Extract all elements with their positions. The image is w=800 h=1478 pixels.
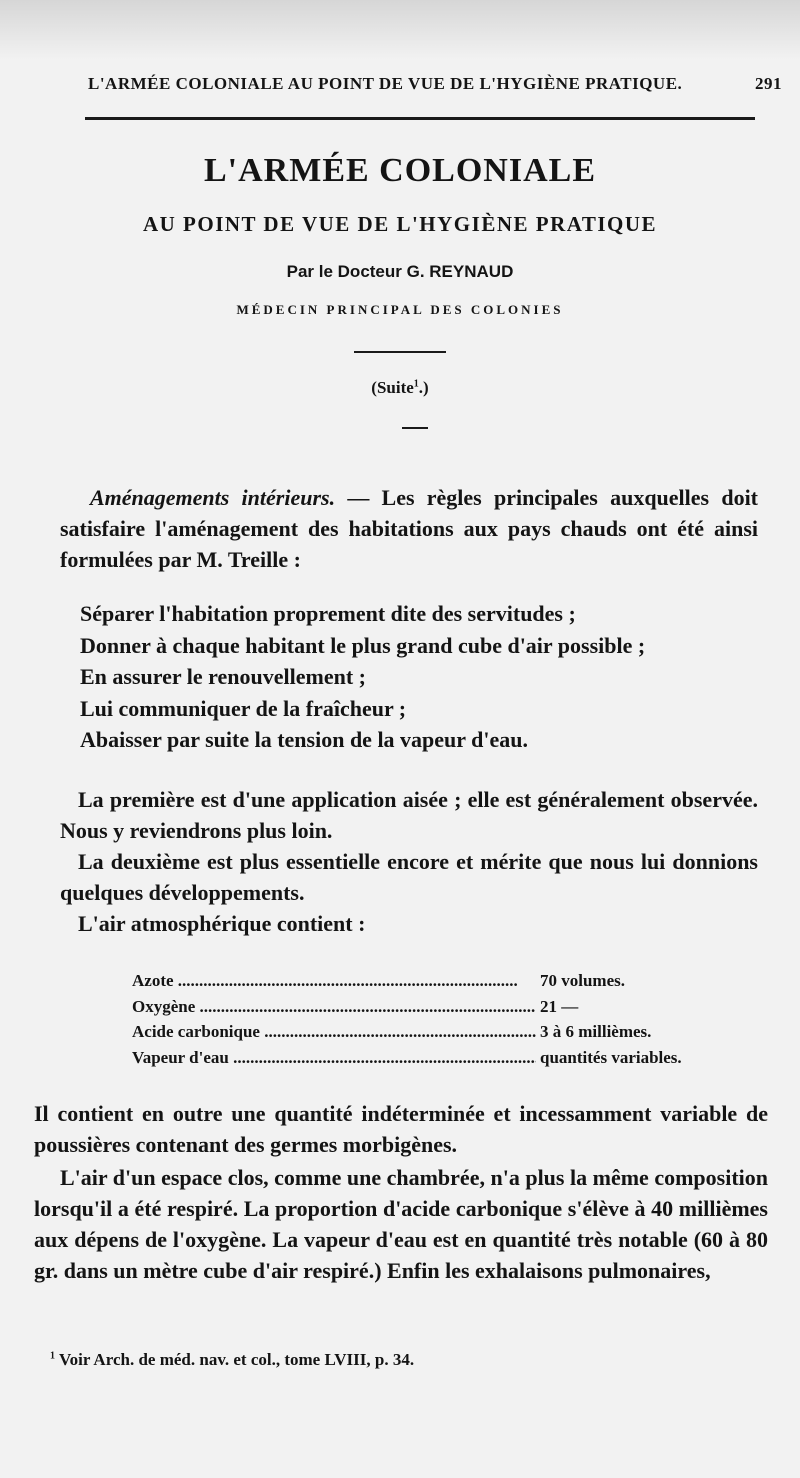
section-lead: Aménagements intérieurs.: [90, 485, 336, 510]
rules-list: [80, 598, 760, 756]
list-item: Donner à chaque habitant le plus grand cube d'air possible ;: [80, 632, 646, 658]
suite-footnote-mark: 1: [413, 378, 419, 390]
list-item: Lui communiquer de la fraîcheur ;: [80, 695, 407, 721]
list-item: En assurer le renouvellement ;: [80, 664, 366, 689]
suite-note: [0, 378, 800, 398]
paragraph-poussieres: Il contient en outre une quantité indéterminée et incessamment variable de poussières contenant des germes morbigènes.: [34, 1101, 768, 1157]
header-rule: [85, 117, 755, 120]
page-top-shadow: [0, 0, 800, 60]
paragraph-espace-clos: L'air d'un espace clos, comme une chambrée, n'a plus la même composition lorsqu'il a été respiré. La proportion d'acide carbonique s'élève à 40 millièmes aux dépens de l'oxygène. La vapeur d'eau est en quantité très notable (60 à 80 gr. dans un mètre cube d'air respiré.) Enfin les exhalaisons pulmonaires,: [34, 1165, 768, 1283]
paragraph-text: — Les règles principales auxquelles doit satisfaire l'aménagement des habitations aux pays chauds ont été ainsi formulées par M. Treille :: [60, 485, 759, 572]
component-value: 21 —: [540, 996, 579, 1016]
table-row: [132, 1045, 732, 1071]
component-name: Vapeur d'eau .....: [132, 1045, 536, 1071]
paragraph-deuxieme: La deuxième est plus essentielle encore et mérite que nous lui donnions quelques développements.: [60, 849, 758, 905]
table-row: [132, 994, 732, 1020]
byline: Par le Docteur G. REYNAUD: [286, 262, 514, 281]
footnote: [50, 1350, 770, 1370]
paragraph-air-contient: L'air atmosphérique contient :: [78, 911, 366, 936]
running-head: [88, 74, 782, 94]
suite-label: (Suite: [371, 378, 414, 397]
page-number: 291: [755, 74, 782, 93]
list-item: Séparer l'habitation proprement dite des servitudes ;: [80, 601, 576, 626]
footnote-mark: 1: [50, 1350, 55, 1362]
component-value: quantités variables.: [540, 1047, 682, 1067]
component-name: Oxygène .....: [132, 994, 536, 1020]
suite-close: .): [418, 378, 429, 397]
author-rank: MÉDECIN PRINCIPAL DES COLONIES: [236, 302, 564, 317]
component-value: 70 volumes.: [540, 971, 625, 990]
list-item: Abaisser par suite la tension de la vapeur d'eau.: [80, 727, 529, 752]
table-row: [132, 1019, 732, 1045]
paragraph-premiere: La première est d'une application aisée ; elle est généralement observée. Nous y reviendrons plus loin.: [60, 787, 758, 843]
air-composition-table: [132, 968, 732, 1070]
article-subtitle: AU POINT DE VUE DE L'HYGIÈNE PRATIQUE: [142, 212, 658, 236]
component-name: Azote .....: [132, 968, 536, 994]
component-value: 3 à 6 millièmes.: [540, 1022, 652, 1041]
suite-separator: [402, 427, 428, 429]
table-row: [132, 968, 732, 994]
paragraph-amenagements: [60, 482, 758, 575]
footnote-text: Voir Arch. de méd. nav. et col., tome LVIII, p. 34.: [55, 1350, 415, 1369]
title-separator: [354, 351, 446, 353]
article-title: L'ARMÉE COLONIALE: [204, 152, 596, 189]
running-head-title: L'ARMÉE COLONIALE AU POINT DE VUE DE L'HYGIÈNE PRATIQUE.: [88, 74, 683, 93]
component-name: Acide carbonique .....: [132, 1019, 536, 1045]
